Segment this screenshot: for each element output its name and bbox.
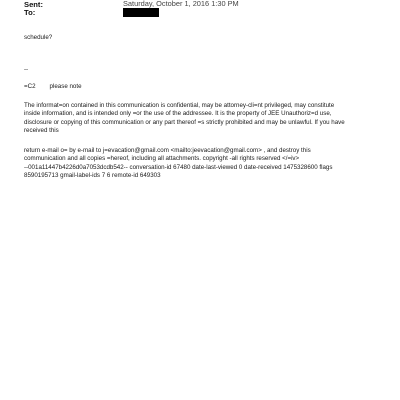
disclaimer-line: received this bbox=[24, 127, 59, 135]
sent-value: Saturday, October 1, 2016 1:30 PM bbox=[123, 0, 239, 8]
dashes-line: -- bbox=[24, 66, 29, 73]
redacted-recipient bbox=[123, 8, 159, 17]
to-label: To: bbox=[24, 8, 36, 17]
c2-note-text: please note bbox=[49, 83, 82, 90]
return-line: 8590195713 gmail-label-ids 7 6 remote-id 649303 bbox=[24, 172, 161, 180]
c2-code: =C2 bbox=[24, 83, 36, 90]
disclaimer-line: The informat=on contained in this communication is confidential, may be attorney-cli=nt privileged, may constitute bbox=[24, 102, 335, 109]
c2-note-line bbox=[24, 83, 82, 91]
disclaimer-line: inside information, and is intended only =or the use of the addressee. It is the property of JEE Unauthoriz=d use, bbox=[24, 110, 332, 118]
return-line: return e-mail o= by e-mail to j=evacation@gmail.com <mailto:jeevacation@gmail.com> , and destroy this bbox=[24, 147, 311, 154]
return-line: --001a11447b4226d0a7053dcdb542-- conversation-id 67480 date-last-viewed 0 date-received 1475328600 flags bbox=[24, 163, 333, 171]
return-line: communication and all copies =hereof, including all attachments. copyright -all rights reserved </=iv> bbox=[24, 155, 300, 163]
return-paragraph bbox=[24, 147, 376, 181]
disclaimer-paragraph bbox=[24, 102, 376, 136]
disclaimer-line: disclosure or copying of this communication or any part thereof =s strictly prohibited and may be unlawful. If you have bbox=[24, 118, 345, 126]
sent-label: Sent: bbox=[24, 0, 43, 9]
schedule-line: schedule? bbox=[24, 34, 53, 41]
